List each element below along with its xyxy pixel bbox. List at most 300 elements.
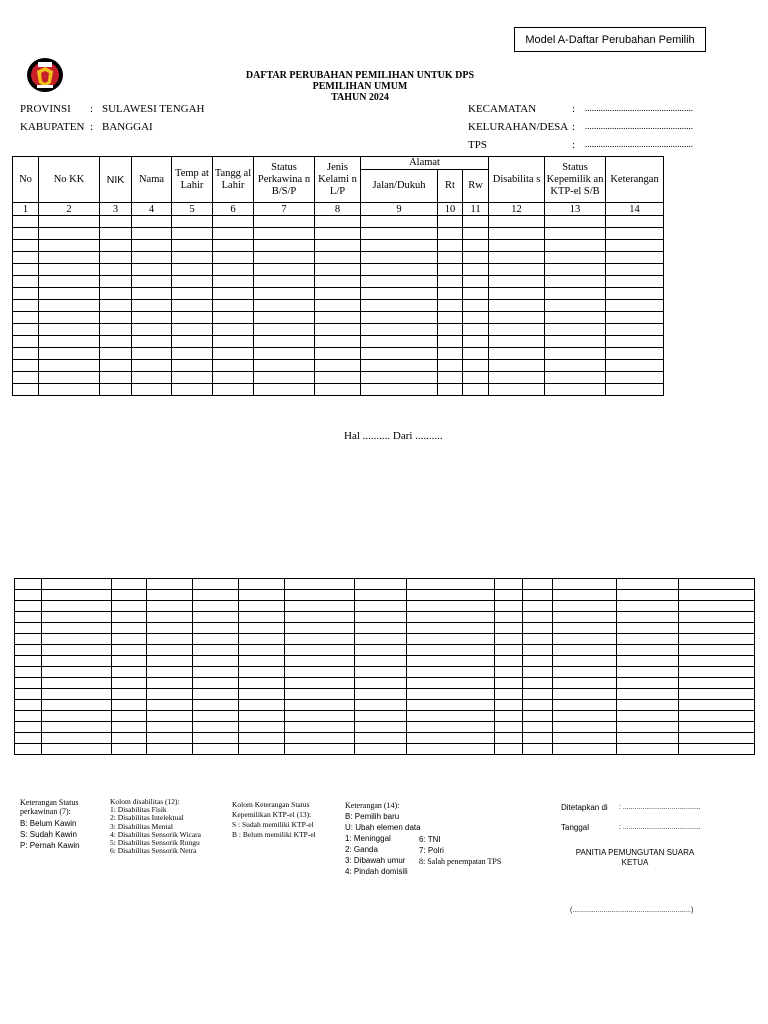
table-cell[interactable] <box>254 324 315 336</box>
table-cell[interactable] <box>285 579 355 590</box>
table-cell[interactable] <box>361 216 438 228</box>
table-cell[interactable] <box>617 667 679 678</box>
table-cell[interactable] <box>15 711 42 722</box>
table-cell[interactable] <box>355 711 407 722</box>
table-cell[interactable] <box>100 372 132 384</box>
table-cell[interactable] <box>213 240 254 252</box>
table-cell[interactable] <box>239 722 285 733</box>
table-cell[interactable] <box>112 623 147 634</box>
table-cell[interactable] <box>39 324 100 336</box>
table-cell[interactable] <box>13 300 39 312</box>
table-cell[interactable] <box>172 336 213 348</box>
table-cell[interactable] <box>39 336 100 348</box>
table-cell[interactable] <box>132 276 172 288</box>
table-cell[interactable] <box>407 667 495 678</box>
table-cell[interactable] <box>606 276 664 288</box>
table-cell[interactable] <box>39 276 100 288</box>
table-cell[interactable] <box>463 288 489 300</box>
table-cell[interactable] <box>254 372 315 384</box>
table-cell[interactable] <box>285 612 355 623</box>
table-cell[interactable] <box>523 678 553 689</box>
table-cell[interactable] <box>407 645 495 656</box>
table-cell[interactable] <box>553 623 617 634</box>
table-cell[interactable] <box>193 623 239 634</box>
table-cell[interactable] <box>285 590 355 601</box>
table-cell[interactable] <box>489 240 545 252</box>
table-cell[interactable] <box>285 667 355 678</box>
table-cell[interactable] <box>617 700 679 711</box>
table-cell[interactable] <box>438 372 463 384</box>
table-cell[interactable] <box>13 228 39 240</box>
table-cell[interactable] <box>545 264 606 276</box>
table-cell[interactable] <box>489 384 545 396</box>
table-cell[interactable] <box>132 336 172 348</box>
table-cell[interactable] <box>617 722 679 733</box>
table-cell[interactable] <box>254 240 315 252</box>
table-cell[interactable] <box>239 711 285 722</box>
table-cell[interactable] <box>523 711 553 722</box>
table-cell[interactable] <box>545 252 606 264</box>
table-cell[interactable] <box>132 216 172 228</box>
table-cell[interactable] <box>239 744 285 755</box>
table-cell[interactable] <box>355 645 407 656</box>
table-cell[interactable] <box>523 722 553 733</box>
table-cell[interactable] <box>463 312 489 324</box>
table-cell[interactable] <box>553 656 617 667</box>
table-cell[interactable] <box>489 288 545 300</box>
table-cell[interactable] <box>13 324 39 336</box>
table-cell[interactable] <box>100 360 132 372</box>
table-cell[interactable] <box>172 312 213 324</box>
table-cell[interactable] <box>193 634 239 645</box>
table-cell[interactable] <box>285 623 355 634</box>
table-cell[interactable] <box>617 656 679 667</box>
table-cell[interactable] <box>254 228 315 240</box>
table-cell[interactable] <box>112 645 147 656</box>
table-cell[interactable] <box>112 711 147 722</box>
table-cell[interactable] <box>679 744 755 755</box>
table-cell[interactable] <box>489 264 545 276</box>
table-cell[interactable] <box>523 623 553 634</box>
table-cell[interactable] <box>523 733 553 744</box>
table-cell[interactable] <box>606 228 664 240</box>
table-cell[interactable] <box>545 372 606 384</box>
table-cell[interactable] <box>463 276 489 288</box>
table-cell[interactable] <box>213 348 254 360</box>
table-cell[interactable] <box>42 744 112 755</box>
table-cell[interactable] <box>132 348 172 360</box>
table-cell[interactable] <box>606 360 664 372</box>
table-cell[interactable] <box>361 324 438 336</box>
table-cell[interactable] <box>553 601 617 612</box>
table-cell[interactable] <box>545 324 606 336</box>
table-cell[interactable] <box>438 252 463 264</box>
table-cell[interactable] <box>15 656 42 667</box>
table-cell[interactable] <box>254 252 315 264</box>
table-cell[interactable] <box>617 689 679 700</box>
table-cell[interactable] <box>545 300 606 312</box>
table-cell[interactable] <box>407 722 495 733</box>
table-cell[interactable] <box>147 601 193 612</box>
table-cell[interactable] <box>112 667 147 678</box>
table-cell[interactable] <box>100 300 132 312</box>
table-cell[interactable] <box>172 300 213 312</box>
table-cell[interactable] <box>285 601 355 612</box>
table-cell[interactable] <box>213 372 254 384</box>
table-cell[interactable] <box>193 689 239 700</box>
table-cell[interactable] <box>438 336 463 348</box>
table-cell[interactable] <box>523 634 553 645</box>
table-cell[interactable] <box>42 645 112 656</box>
table-cell[interactable] <box>112 579 147 590</box>
table-cell[interactable] <box>355 667 407 678</box>
table-cell[interactable] <box>407 612 495 623</box>
table-cell[interactable] <box>100 240 132 252</box>
table-cell[interactable] <box>193 678 239 689</box>
table-cell[interactable] <box>285 722 355 733</box>
table-cell[interactable] <box>355 612 407 623</box>
table-cell[interactable] <box>147 645 193 656</box>
table-cell[interactable] <box>679 711 755 722</box>
table-cell[interactable] <box>545 336 606 348</box>
table-cell[interactable] <box>355 656 407 667</box>
table-cell[interactable] <box>489 336 545 348</box>
table-cell[interactable] <box>606 288 664 300</box>
table-cell[interactable] <box>495 612 523 623</box>
table-cell[interactable] <box>355 700 407 711</box>
table-cell[interactable] <box>112 678 147 689</box>
table-cell[interactable] <box>42 678 112 689</box>
table-cell[interactable] <box>495 700 523 711</box>
table-cell[interactable] <box>15 744 42 755</box>
table-cell[interactable] <box>100 384 132 396</box>
table-cell[interactable] <box>13 360 39 372</box>
table-cell[interactable] <box>42 711 112 722</box>
table-cell[interactable] <box>679 700 755 711</box>
table-cell[interactable] <box>100 252 132 264</box>
table-cell[interactable] <box>606 252 664 264</box>
table-cell[interactable] <box>553 744 617 755</box>
table-cell[interactable] <box>679 656 755 667</box>
table-cell[interactable] <box>285 645 355 656</box>
table-cell[interactable] <box>553 579 617 590</box>
table-cell[interactable] <box>606 312 664 324</box>
table-cell[interactable] <box>679 590 755 601</box>
table-cell[interactable] <box>315 372 361 384</box>
table-cell[interactable] <box>239 667 285 678</box>
table-cell[interactable] <box>617 711 679 722</box>
table-cell[interactable] <box>213 300 254 312</box>
table-cell[interactable] <box>254 300 315 312</box>
table-cell[interactable] <box>239 689 285 700</box>
table-cell[interactable] <box>112 601 147 612</box>
table-cell[interactable] <box>407 711 495 722</box>
table-cell[interactable] <box>463 336 489 348</box>
table-cell[interactable] <box>617 678 679 689</box>
table-cell[interactable] <box>213 312 254 324</box>
table-cell[interactable] <box>361 360 438 372</box>
table-cell[interactable] <box>553 689 617 700</box>
table-cell[interactable] <box>315 228 361 240</box>
table-cell[interactable] <box>463 384 489 396</box>
table-cell[interactable] <box>15 612 42 623</box>
table-cell[interactable] <box>193 667 239 678</box>
table-cell[interactable] <box>315 300 361 312</box>
table-cell[interactable] <box>13 216 39 228</box>
table-cell[interactable] <box>147 689 193 700</box>
table-cell[interactable] <box>361 300 438 312</box>
table-cell[interactable] <box>42 689 112 700</box>
table-cell[interactable] <box>495 667 523 678</box>
table-cell[interactable] <box>13 288 39 300</box>
table-cell[interactable] <box>193 722 239 733</box>
table-cell[interactable] <box>132 372 172 384</box>
table-cell[interactable] <box>523 700 553 711</box>
table-cell[interactable] <box>438 384 463 396</box>
table-cell[interactable] <box>172 240 213 252</box>
table-cell[interactable] <box>100 348 132 360</box>
table-cell[interactable] <box>213 360 254 372</box>
table-cell[interactable] <box>523 667 553 678</box>
table-cell[interactable] <box>100 264 132 276</box>
table-cell[interactable] <box>147 733 193 744</box>
table-cell[interactable] <box>523 689 553 700</box>
table-cell[interactable] <box>239 678 285 689</box>
table-cell[interactable] <box>495 744 523 755</box>
table-cell[interactable] <box>39 288 100 300</box>
table-cell[interactable] <box>112 590 147 601</box>
table-cell[interactable] <box>315 252 361 264</box>
table-cell[interactable] <box>489 228 545 240</box>
table-cell[interactable] <box>112 612 147 623</box>
table-cell[interactable] <box>495 601 523 612</box>
table-cell[interactable] <box>39 372 100 384</box>
table-cell[interactable] <box>606 264 664 276</box>
table-cell[interactable] <box>495 733 523 744</box>
table-cell[interactable] <box>39 360 100 372</box>
table-cell[interactable] <box>285 689 355 700</box>
table-cell[interactable] <box>100 276 132 288</box>
table-cell[interactable] <box>523 601 553 612</box>
table-cell[interactable] <box>617 579 679 590</box>
table-cell[interactable] <box>147 667 193 678</box>
table-cell[interactable] <box>239 590 285 601</box>
table-cell[interactable] <box>553 711 617 722</box>
table-cell[interactable] <box>545 384 606 396</box>
table-cell[interactable] <box>39 300 100 312</box>
table-cell[interactable] <box>213 252 254 264</box>
table-cell[interactable] <box>355 601 407 612</box>
table-cell[interactable] <box>147 634 193 645</box>
table-cell[interactable] <box>100 228 132 240</box>
table-cell[interactable] <box>132 240 172 252</box>
table-cell[interactable] <box>147 744 193 755</box>
table-cell[interactable] <box>679 601 755 612</box>
table-cell[interactable] <box>407 623 495 634</box>
table-cell[interactable] <box>147 678 193 689</box>
table-cell[interactable] <box>193 590 239 601</box>
table-cell[interactable] <box>355 689 407 700</box>
table-cell[interactable] <box>407 689 495 700</box>
table-cell[interactable] <box>361 372 438 384</box>
table-cell[interactable] <box>617 634 679 645</box>
table-cell[interactable] <box>315 276 361 288</box>
table-cell[interactable] <box>679 579 755 590</box>
table-cell[interactable] <box>147 612 193 623</box>
table-cell[interactable] <box>13 264 39 276</box>
table-cell[interactable] <box>254 216 315 228</box>
table-cell[interactable] <box>132 312 172 324</box>
table-cell[interactable] <box>553 634 617 645</box>
table-cell[interactable] <box>489 348 545 360</box>
table-cell[interactable] <box>315 288 361 300</box>
table-cell[interactable] <box>285 678 355 689</box>
table-cell[interactable] <box>355 722 407 733</box>
table-cell[interactable] <box>545 348 606 360</box>
table-cell[interactable] <box>172 372 213 384</box>
table-cell[interactable] <box>13 372 39 384</box>
table-cell[interactable] <box>361 240 438 252</box>
table-cell[interactable] <box>553 678 617 689</box>
table-cell[interactable] <box>355 579 407 590</box>
table-cell[interactable] <box>438 348 463 360</box>
table-cell[interactable] <box>523 744 553 755</box>
table-cell[interactable] <box>15 623 42 634</box>
table-cell[interactable] <box>172 276 213 288</box>
table-cell[interactable] <box>361 252 438 264</box>
table-cell[interactable] <box>315 360 361 372</box>
table-cell[interactable] <box>315 240 361 252</box>
table-cell[interactable] <box>239 612 285 623</box>
table-cell[interactable] <box>355 744 407 755</box>
table-cell[interactable] <box>545 216 606 228</box>
table-cell[interactable] <box>463 228 489 240</box>
table-cell[interactable] <box>679 612 755 623</box>
table-cell[interactable] <box>15 601 42 612</box>
table-cell[interactable] <box>606 348 664 360</box>
table-cell[interactable] <box>545 228 606 240</box>
table-cell[interactable] <box>172 360 213 372</box>
table-cell[interactable] <box>13 336 39 348</box>
table-cell[interactable] <box>147 722 193 733</box>
table-cell[interactable] <box>438 240 463 252</box>
table-cell[interactable] <box>132 384 172 396</box>
table-cell[interactable] <box>407 590 495 601</box>
table-cell[interactable] <box>617 645 679 656</box>
table-cell[interactable] <box>315 324 361 336</box>
table-cell[interactable] <box>147 590 193 601</box>
table-cell[interactable] <box>407 733 495 744</box>
table-cell[interactable] <box>112 744 147 755</box>
table-cell[interactable] <box>606 372 664 384</box>
table-cell[interactable] <box>355 623 407 634</box>
table-cell[interactable] <box>172 252 213 264</box>
table-cell[interactable] <box>193 711 239 722</box>
table-cell[interactable] <box>39 384 100 396</box>
table-cell[interactable] <box>545 240 606 252</box>
table-cell[interactable] <box>361 384 438 396</box>
table-cell[interactable] <box>489 312 545 324</box>
table-cell[interactable] <box>132 264 172 276</box>
table-cell[interactable] <box>172 288 213 300</box>
table-cell[interactable] <box>213 324 254 336</box>
table-cell[interactable] <box>42 634 112 645</box>
table-cell[interactable] <box>523 645 553 656</box>
table-cell[interactable] <box>523 656 553 667</box>
table-cell[interactable] <box>438 276 463 288</box>
table-cell[interactable] <box>172 348 213 360</box>
table-cell[interactable] <box>15 634 42 645</box>
table-cell[interactable] <box>39 264 100 276</box>
table-cell[interactable] <box>407 744 495 755</box>
table-cell[interactable] <box>463 264 489 276</box>
table-cell[interactable] <box>132 324 172 336</box>
table-cell[interactable] <box>213 276 254 288</box>
table-cell[interactable] <box>42 612 112 623</box>
table-cell[interactable] <box>361 276 438 288</box>
table-cell[interactable] <box>132 228 172 240</box>
table-cell[interactable] <box>13 384 39 396</box>
table-cell[interactable] <box>285 733 355 744</box>
table-cell[interactable] <box>495 711 523 722</box>
table-cell[interactable] <box>495 689 523 700</box>
table-cell[interactable] <box>254 384 315 396</box>
table-cell[interactable] <box>193 700 239 711</box>
table-cell[interactable] <box>112 722 147 733</box>
table-cell[interactable] <box>438 264 463 276</box>
table-cell[interactable] <box>617 590 679 601</box>
table-cell[interactable] <box>39 252 100 264</box>
table-cell[interactable] <box>438 216 463 228</box>
table-cell[interactable] <box>489 216 545 228</box>
table-cell[interactable] <box>254 288 315 300</box>
table-cell[interactable] <box>553 645 617 656</box>
table-cell[interactable] <box>254 348 315 360</box>
table-cell[interactable] <box>112 634 147 645</box>
table-cell[interactable] <box>15 678 42 689</box>
table-cell[interactable] <box>15 733 42 744</box>
table-cell[interactable] <box>617 744 679 755</box>
table-cell[interactable] <box>495 590 523 601</box>
table-cell[interactable] <box>42 579 112 590</box>
table-cell[interactable] <box>361 336 438 348</box>
table-cell[interactable] <box>15 590 42 601</box>
table-cell[interactable] <box>213 264 254 276</box>
table-cell[interactable] <box>42 623 112 634</box>
table-cell[interactable] <box>407 678 495 689</box>
table-cell[interactable] <box>545 360 606 372</box>
table-cell[interactable] <box>407 700 495 711</box>
table-cell[interactable] <box>495 645 523 656</box>
table-cell[interactable] <box>679 667 755 678</box>
table-cell[interactable] <box>553 700 617 711</box>
table-cell[interactable] <box>13 252 39 264</box>
table-cell[interactable] <box>39 216 100 228</box>
table-cell[interactable] <box>193 733 239 744</box>
table-cell[interactable] <box>679 689 755 700</box>
table-cell[interactable] <box>239 623 285 634</box>
table-cell[interactable] <box>463 300 489 312</box>
table-cell[interactable] <box>523 579 553 590</box>
table-cell[interactable] <box>315 216 361 228</box>
table-cell[interactable] <box>489 360 545 372</box>
table-cell[interactable] <box>489 252 545 264</box>
table-cell[interactable] <box>679 733 755 744</box>
table-cell[interactable] <box>285 700 355 711</box>
table-cell[interactable] <box>463 348 489 360</box>
table-cell[interactable] <box>355 634 407 645</box>
table-cell[interactable] <box>254 264 315 276</box>
